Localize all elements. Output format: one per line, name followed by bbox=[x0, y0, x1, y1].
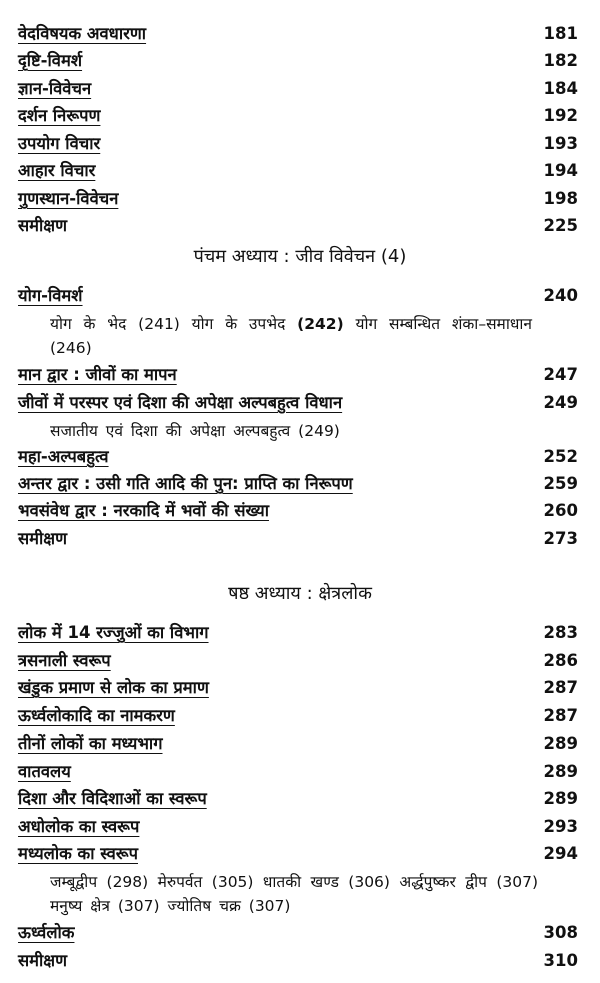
toc-entry bbox=[18, 788, 578, 810]
toc-entry bbox=[18, 816, 578, 838]
entry-title: महा-अल्पबहुत्व bbox=[18, 447, 109, 466]
sub-entry bbox=[50, 312, 532, 360]
chapter-heading: षष्ठ अध्याय : क्षेत्रलोक bbox=[228, 583, 372, 604]
entry-page: 252 bbox=[543, 447, 578, 466]
entry-page: 260 bbox=[543, 501, 578, 520]
entry-title: ऊर्ध्वलोकादि का नामकरण bbox=[18, 706, 175, 725]
entry-page: 287 bbox=[543, 706, 578, 725]
entry-title: गुणस्थान-विवेचन bbox=[18, 189, 119, 208]
entry-title: अन्तर द्वार : उसी गति आदि की पुन: प्राप्ति का निरूपण bbox=[18, 474, 353, 493]
entry-title: वातवलय bbox=[18, 762, 71, 781]
toc-entry bbox=[18, 950, 578, 972]
toc-entry bbox=[18, 705, 578, 727]
entry-page: 225 bbox=[543, 216, 578, 235]
toc-entry bbox=[18, 215, 578, 237]
entry-title: समीक्षण bbox=[18, 951, 68, 970]
entry-title: समीक्षण bbox=[18, 216, 68, 235]
toc-entry bbox=[18, 922, 578, 944]
entry-page: 194 bbox=[543, 161, 578, 180]
toc-entry bbox=[18, 105, 578, 127]
entry-title: तीनों लोकों का मध्यभाग bbox=[18, 734, 163, 753]
entry-page: 287 bbox=[543, 678, 578, 697]
entry-page: 259 bbox=[543, 474, 578, 493]
toc-entry bbox=[18, 500, 578, 522]
entry-page: 310 bbox=[543, 951, 578, 970]
entry-page: 193 bbox=[543, 134, 578, 153]
entry-title: दिशा और विदिशाओं का स्वरूप bbox=[18, 789, 207, 808]
entry-title: जीवों में परस्पर एवं दिशा की अपेक्षा अल्पबहुत्व विधान bbox=[18, 393, 343, 412]
entry-title: ज्ञान-विवेचन bbox=[18, 79, 92, 98]
entry-title: त्रसनाली स्वरूप bbox=[18, 651, 111, 670]
toc-entry bbox=[18, 285, 578, 307]
entry-title: लोक में 14 रज्जुओं का विभाग bbox=[18, 623, 209, 642]
sub-entry-bold: (242) bbox=[297, 315, 344, 333]
entry-title: मान द्वार : जीवों का मापन bbox=[18, 365, 177, 384]
entry-title: ऊर्ध्वलोक bbox=[18, 923, 75, 942]
entry-page: 182 bbox=[543, 51, 578, 70]
entry-title: समीक्षण bbox=[18, 529, 68, 548]
chapter-heading: पंचम अध्याय : जीव विवेचन (4) bbox=[193, 246, 407, 267]
toc-entry bbox=[18, 50, 578, 72]
toc-entry bbox=[18, 392, 578, 414]
entry-title: दृष्टि-विमर्श bbox=[18, 51, 83, 70]
entry-page: 294 bbox=[543, 844, 578, 863]
entry-title: उपयोग विचार bbox=[18, 134, 101, 153]
entry-title: अधोलोक का स्वरूप bbox=[18, 817, 140, 836]
entry-title: मध्यलोक का स्वरूप bbox=[18, 844, 138, 863]
entry-page: 289 bbox=[543, 789, 578, 808]
toc-entry bbox=[18, 650, 578, 672]
sub-entry-text: योग सम्बन्धित शंका–समाधान (246) bbox=[50, 315, 532, 357]
sub-entry: जम्बूद्वीप (298) मेरुपर्वत (305) धातकी खण्ड (306) अर्द्धपुष्कर द्वीप (307) मनुष्य क्षेत्र (307) ज्योतिष चक्र (307) bbox=[50, 873, 538, 915]
entry-page: 198 bbox=[543, 189, 578, 208]
toc-entry bbox=[18, 188, 578, 210]
toc-entry bbox=[18, 843, 578, 865]
entry-page: 273 bbox=[543, 529, 578, 548]
toc-entry bbox=[18, 677, 578, 699]
toc-entry bbox=[18, 23, 578, 45]
entry-title: योग-विमर्श bbox=[18, 286, 83, 305]
entry-page: 249 bbox=[543, 393, 578, 412]
entry-title: दर्शन निरूपण bbox=[18, 106, 101, 125]
toc-entry bbox=[18, 160, 578, 182]
entry-page: 283 bbox=[543, 623, 578, 642]
entry-page: 293 bbox=[543, 817, 578, 836]
toc-entry bbox=[18, 473, 578, 495]
entry-page: 247 bbox=[543, 365, 578, 384]
entry-title: आहार विचार bbox=[18, 161, 96, 180]
toc-entry bbox=[18, 733, 578, 755]
entry-page: 181 bbox=[543, 24, 578, 43]
entry-page: 240 bbox=[543, 286, 578, 305]
sub-entry-text: योग के भेद (241) योग के उपभेद bbox=[50, 315, 286, 333]
toc-entry bbox=[18, 446, 578, 468]
entry-page: 184 bbox=[543, 79, 578, 98]
toc-entry bbox=[18, 528, 578, 550]
toc-entry bbox=[18, 622, 578, 644]
entry-page: 192 bbox=[543, 106, 578, 125]
entry-page: 289 bbox=[543, 734, 578, 753]
entry-page: 289 bbox=[543, 762, 578, 781]
entry-title: वेदविषयक अवधारणा bbox=[18, 24, 147, 43]
entry-title: खंडुक प्रमाण से लोक का प्रमाण bbox=[18, 678, 209, 697]
toc-entry bbox=[18, 761, 578, 783]
toc-entry bbox=[18, 133, 578, 155]
sub-entry: सजातीय एवं दिशा की अपेक्षा अल्पबहुत्व (249) bbox=[50, 422, 340, 440]
entry-page: 286 bbox=[543, 651, 578, 670]
toc-entry bbox=[18, 364, 578, 386]
entry-page: 308 bbox=[543, 923, 578, 942]
entry-title: भवसंवेध द्वार : नरकादि में भवों की संख्या bbox=[18, 501, 269, 520]
toc-entry bbox=[18, 78, 578, 100]
